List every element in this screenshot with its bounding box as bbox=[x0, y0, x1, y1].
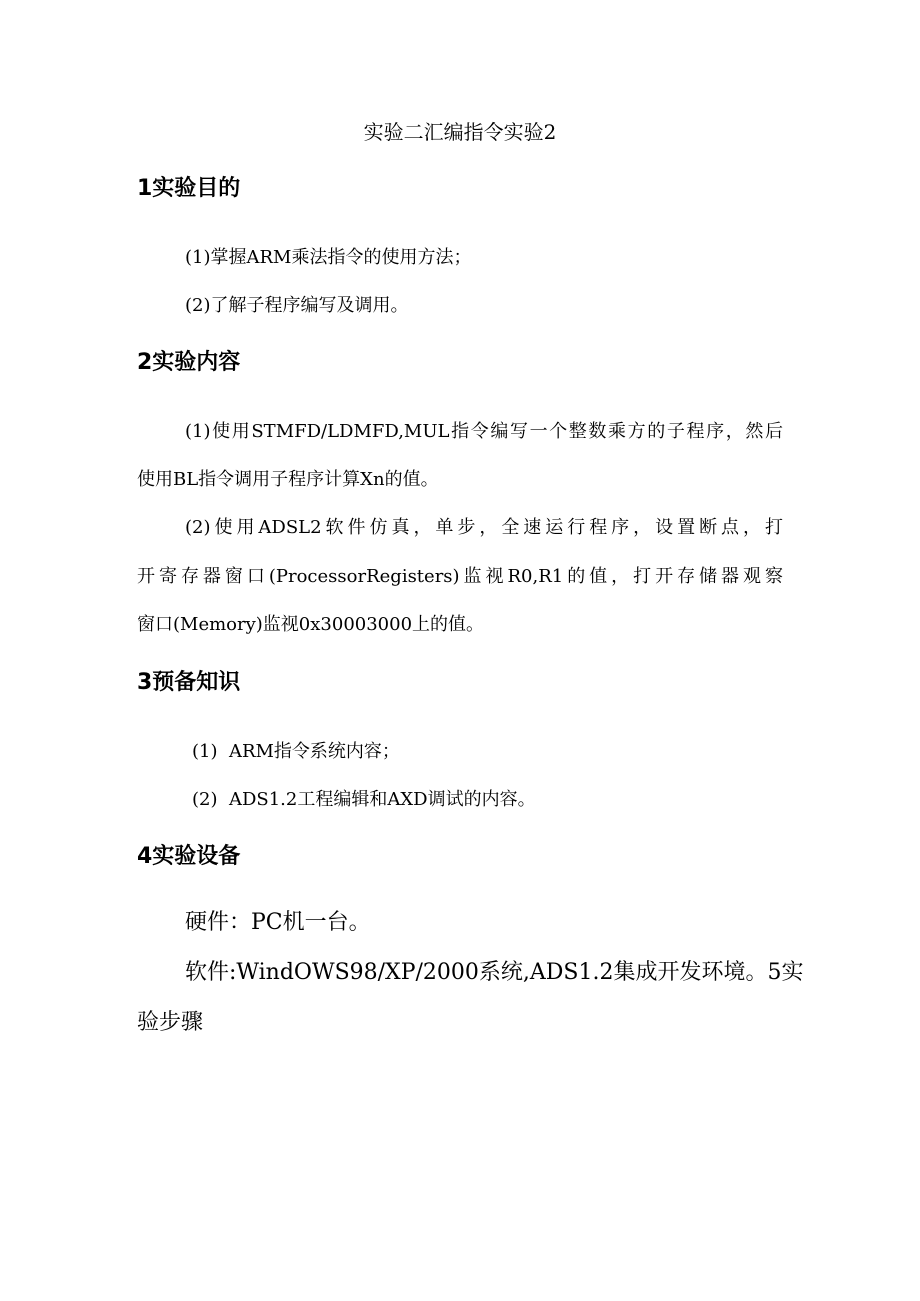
section-heading-prerequisites: 3预备知识 bbox=[137, 670, 241, 695]
paragraph-line: 窗口(Memory)监视0x30003000上的值。 bbox=[137, 614, 485, 635]
section-heading-purpose: 1实验目的 bbox=[137, 176, 241, 201]
paragraph-line: 软件:WindOWS98/XP/2000系统,ADS1.2集成开发环境。5实 bbox=[185, 960, 804, 985]
section-heading-content: 2实验内容 bbox=[137, 350, 241, 375]
paragraph-line: (2) ADS1.2工程编辑和AXD调试的内容。 bbox=[192, 789, 536, 810]
paragraph-line: 硬件：PC机一台。 bbox=[185, 910, 371, 935]
section-heading-equipment: 4实验设备 bbox=[137, 844, 241, 869]
document-title: 实验二汇编指令实验2 bbox=[363, 120, 557, 144]
paragraph-line: (2)了解子程序编写及调用。 bbox=[185, 295, 409, 316]
paragraph-line: (1)掌握ARM乘法指令的使用方法； bbox=[185, 247, 472, 268]
paragraph-line: (2)使用ADSL2软件仿真，单步，全速运行程序，设置断点，打 bbox=[185, 517, 783, 538]
paragraph-line: 验步骤 bbox=[137, 1010, 204, 1035]
paragraph-line: (1)使用STMFD/LDMFD,MUL指令编写一个整数乘方的子程序，然后 bbox=[185, 421, 783, 442]
paragraph-line: 开寄存器窗口(ProcessorRegisters)监视R0,R1的值，打开存储器观察 bbox=[137, 566, 783, 587]
paragraph-line: (1) ARM指令系统内容； bbox=[192, 741, 400, 762]
paragraph-line: 使用BL指令调用子程序计算Xn的值。 bbox=[137, 469, 439, 490]
